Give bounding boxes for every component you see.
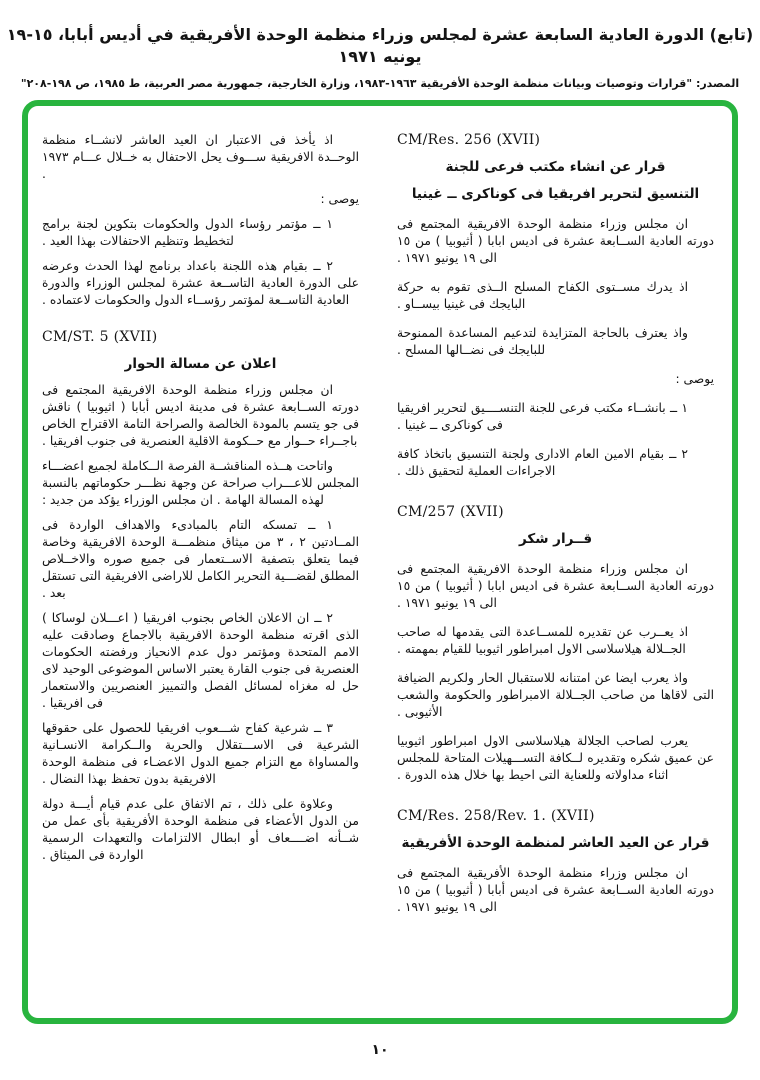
resolution-code: CM/ST. 5 (XVII) (42, 329, 158, 345)
body-paragraph: يعرب لصاحب الجلالة هيلاسلاسى الاول امبراطور اثيوبيا عن عميق شكره وتقديره لــكافة التســـهيلات المتاحة للمجلس اثناء مداولاته وللعناية التى احيط بها خلال هذه الدورة . (397, 734, 714, 782)
resolution-title: قــرار شكر (518, 531, 593, 547)
left-column (42, 132, 359, 1004)
body-paragraph: ان مجلس وزراء منظمة الوحدة الافريقية المجتمع فى دورته العادية الســابعة عشرة فى اديس ابابا ( أثيوبيا ) من ١٥ الى ١٩ يونيو ١٩٧١ . (397, 562, 714, 610)
body-paragraph: واذ يعرب ايضا عن امتنانه للاستقبال الحار ولكريم الضيافة التى لاقاها من صاحب الجــلالة الامبراطور والحكومة والشعب الأثيوبى . (397, 671, 714, 719)
right-column (397, 132, 714, 1004)
body-paragraph: واتاحت هــذه المناقشــة الفرصة الــكاملة لجميع اعضـــاء المجلس للاعـــراب صراحة عن وجهة نظـــر حكوماتهم بالنسبة لهذه المسالة الهامة . ان مجلس الوزراء يؤكد من جديد : (42, 459, 359, 507)
recommends-label: يوصى : (320, 192, 359, 206)
resolution-code: CM/Res. 256 (XVII) (397, 132, 541, 148)
body-paragraph: ان مجلس وزراء منظمة الوحدة الافريقية المجتمع فى دورته الســابعة عشرة فى مدينة اديس أبابا ( اثيوبيا ) ناقش فى جو يتسم بالمودة الخالصة والصراحة التامة الاقتراح الخاص باجــراء حــوار مع حــكومة الاقلية العنصرية فى جنوب افريقيا . (42, 383, 359, 448)
document-border-frame (22, 100, 738, 1024)
two-column-layout (42, 132, 714, 1004)
body-paragraph: اذ يدرك مســتوى الكفاح المسلح الــذى تقوم به حركة البايجك فى غينيا بيســاو . (397, 280, 688, 311)
resolution-code: CM/257 (XVII) (397, 504, 504, 520)
body-paragraph: ٢ ــ بقيام الامين العام الادارى ولجنة التنسيق باتخاذ كافة الاجراءات العملية لتحقيق ذلك . (397, 447, 688, 478)
body-paragraph: ٣ ــ شرعية كفاح شـــعوب افريقيا للحصول على حقوقها الشرعية فى الاســـتقلال والحرية والــكرامة الانسـانية والمساواة مع التزام جميع الدول الاعضـاء فى منظمة الوحدة الافريقية بدون تحفظ بهذا النضال . (42, 721, 359, 786)
page-header (0, 24, 760, 90)
page-header-source: المصدر: "قرارات وتوصيات وبيانات منظمة الوحدة الأفريقية ١٩٦٣-١٩٨٣، وزارة الخارجية، جمهورية مصر العربية، ط ١٩٨٥، ص ١٩٨-٢٠٨" (20, 77, 740, 90)
resolution-code: CM/Res. 258/Rev. 1. (XVII) (397, 808, 595, 824)
body-paragraph: واذ يعترف بالحاجة المتزايدة لتدعيم المساعدة الممنوحة للبايجك فى نضــالها المسلح . (397, 326, 688, 357)
body-paragraph: ١ ــ تمسكه التام بالمبادىء والاهداف الواردة فى المــادتين ٢ ، ٣ من ميثاق منظمـــة الوحدة الافريقية وخاصة فيما يتعلق بتصفية الاســتعمار فى جميع صوره والاخــلاص المطلق لقضـــية التحرير الكامل للاراضى الافريقية التى تستقل بعد . (42, 518, 359, 600)
body-paragraph: ١ ــ بانشــاء مكتب فرعى للجنة التنســــيق لتحرير افريقيا فى كوناكرى ــ غينيا . (397, 401, 688, 432)
body-paragraph: ان مجلس وزراء منظمة الوحدة الأفريقية المجتمع فى دورته العادية الســابعة عشرة فى اديس أبابا ( أثيوبيا ) من ١٥ الى ١٩ يونيو ١٩٧١ . (397, 866, 714, 914)
body-paragraph: ان مجلس وزراء منظمة الوحدة الافريقية المجتمع فى دورته العادية الســابعة عشرة فى اديس ابابا ( أثيوبيا ) من ١٥ الى ١٩ يونيو ١٩٧١ . (397, 217, 714, 265)
recommends-label: يوصى : (675, 372, 714, 386)
body-paragraph: ٢ ــ ان الاعلان الخاص بجنوب افريقيا ( اعـــلان لوساكا ) الذى اقرته منظمة الوحدة الافريقية بالاجماع وصادقت عليه الامم المتحدة ومؤتمر دول عدم الانحياز ورفضته الحكومات العنصرية فى جنوب القارة يعتبر الاساس الموضوعى الوحيد لاى حل له مغزاه لمسائل الفصل والتمييز العنصريين والاستعمار فى افريقيا . (42, 611, 359, 710)
resolution-title: قرار عن انشاء مكتب فرعى للجنة (445, 159, 666, 175)
resolution-title: التنسيق لتحرير افريقيا فى كوناكرى ــ غينيا (411, 186, 700, 202)
body-paragraph: ٢ ــ بقيام هذه اللجنة باعداد برنامج لهذا الحدث وعرضه على الدورة العادية التاســعة عشرة لمجلس الوزراء والدورة العادية التاســعة لمؤتمر رؤســاء الدول والحكومات لاعتماده . (42, 259, 359, 307)
body-paragraph: وعلاوة على ذلك ، تم الاتفاق على عدم قيام أيـــة دولة من الدول الأعضاء فى منظمة الوحدة الأفريقية بأى عمل من شــأنه اضــــعاف أو ابطال الالتزامات والتعهدات الرسمية الواردة فى الميثاق . (42, 797, 359, 862)
page-number: ١٠ (371, 1042, 389, 1058)
page-header-title: (تابع) الدورة العادية السابعة عشرة لمجلس وزراء منظمة الوحدة الأفريقية في أديس أبابا، ١٥-١٩ يونيه ١٩٧١ (6, 25, 754, 66)
body-paragraph: اذ يأخذ فى الاعتبار ان العيد العاشر لانشــاء منظمة الوحــدة الافريقية ســـوف يحل الاحتفال به خــلال عـــام ١٩٧٣ . (42, 133, 359, 181)
body-paragraph: اذ يعــرب عن تقديره للمســاعدة التى يقدمها له صاحب الجــلالة هيلاسلاسى الاول امبراطور اثيوبيا للقيام بمهمته . (397, 625, 688, 656)
body-paragraph: ١ ــ مؤتمر رؤساء الدول والحكومات بتكوين لجنة برامج لتخطيط وتنظيم الاحتفالات بهذا العيد . (42, 217, 333, 248)
resolution-title: اعلان عن مسالة الحوار (124, 356, 277, 372)
resolution-title: قرار عن العيد العاشر لمنظمة الوحدة الأفريقية (401, 835, 710, 851)
